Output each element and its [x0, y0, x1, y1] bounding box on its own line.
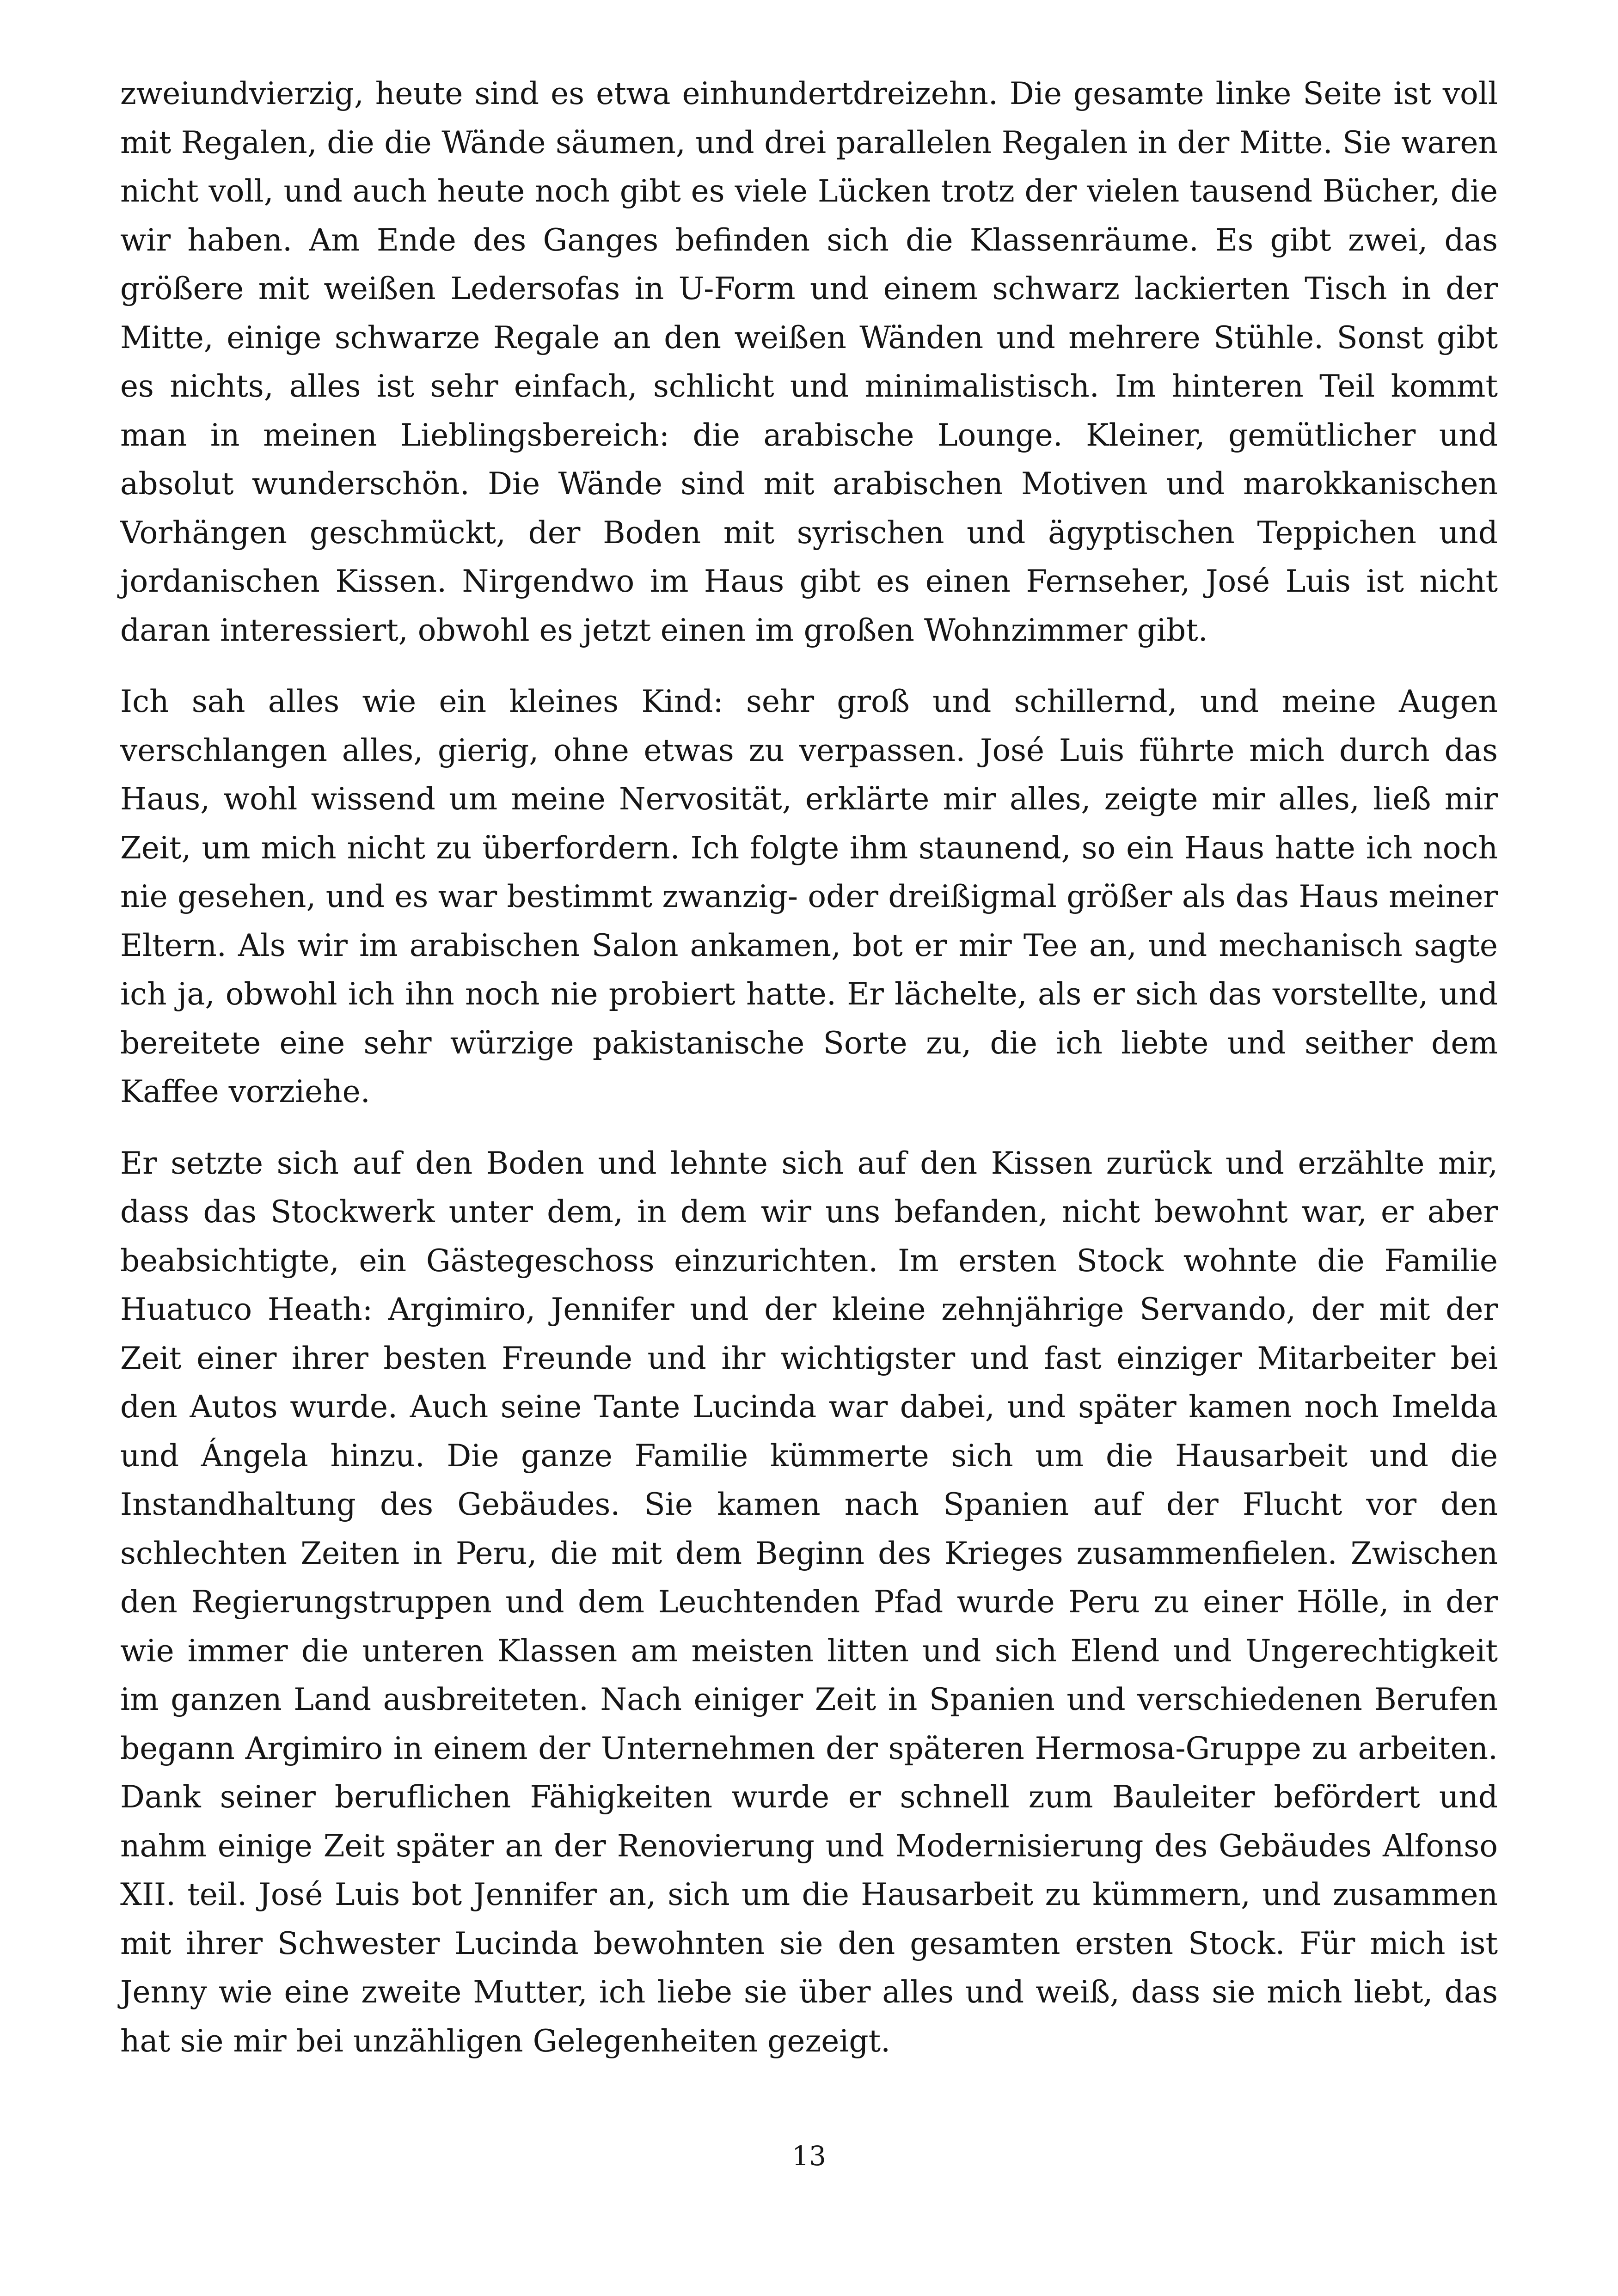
page-body: [120, 69, 1498, 2088]
page-number: 13: [792, 2140, 826, 2172]
paragraph-2: Ich sah alles wie ein kleines Kind: sehr groß und schillernd, und meine Augen verschlangen alles, gierig, ohne etwas zu verpassen. José Luis führte mich durch das Haus, wohl wissend um meine Nervosität, erklärte mir alles, zeigte mir alles, ließ mir Zeit, um mich nicht zu überfordern. Ich folgte ihm staunend, so ein Haus hatte ich noch nie gesehen, und es war bestimmt zwanzig- oder dreißigmal größer als das Haus meiner Eltern. Als wir im arabischen Salon ankamen, bot er mir Tee an, und mechanisch sagte ich ja, obwohl ich ihn noch nie probiert hatte. Er lächelte, als er sich das vorstellte, und bereitete eine sehr würzige pakistanische Sorte zu, die ich liebte und seither dem Kaffee vorziehe.: [120, 684, 1498, 1109]
paragraph-1: zweiundvierzig, heute sind es etwa einhundertdreizehn. Die gesamte linke Seite ist voll mit Regalen, die die Wände säumen, und drei parallelen Regalen in der Mitte. Sie waren nicht voll, und auch heute noch gibt es viele Lücken trotz der vielen tausend Bücher, die wir haben. Am Ende des Ganges befinden sich die Klassenräume. Es gibt zwei, das größere mit weißen Ledersofas in U-Form und einem schwarz lackierten Tisch in der Mitte, einige schwarze Regale an den weißen Wänden und mehrere Stühle. Sonst gibt es nichts, alles ist sehr einfach, schlicht und minimalistisch. Im hinteren Teil kommt man in meinen Lieblingsbereich: die arabische Lounge. Kleiner, gemütlicher und absolut wunderschön. Die Wände sind mit arabischen Motiven und marokkanischen Vorhängen geschmückt, der Boden mit syrischen und ägyptischen Teppichen und jordanischen Kissen. Nirgendwo im Haus gibt es einen Fernseher, José Luis ist nicht daran interessiert, obwohl es jetzt einen im großen Wohnzimmer gibt.: [120, 76, 1498, 648]
paragraph-3: Er setzte sich auf den Boden und lehnte sich auf den Kissen zurück und erzählte mir, dass das Stockwerk unter dem, in dem wir uns befanden, nicht bewohnt war, er aber beabsichtigte, ein Gästegeschoss einzurichten. Im ersten Stock wohnte die Familie Huatuco Heath: Argimiro, Jennifer und der kleine zehnjährige Servando, der mit der Zeit einer ihrer besten Freunde und ihr wichtigster und fast einziger Mitarbeiter bei den Autos wurde. Auch seine Tante Lucinda war dabei, und später kamen noch Imelda und Ángela hinzu. Die ganze Familie kümmerte sich um die Hausarbeit und die Instandhaltung des Gebäudes. Sie kamen nach Spanien auf der Flucht vor den schlechten Zeiten in Peru, die mit dem Beginn des Krieges zusammenfielen. Zwischen den Regierungstruppen und dem Leuchtenden Pfad wurde Peru zu einer Hölle, in der wie immer die unteren Klassen am meisten litten und sich Elend und Ungerechtigkeit im ganzen Land ausbreiteten. Nach einiger Zeit in Spanien und verschiedenen Berufen begann Argimiro in einem der Unternehmen der späteren Hermosa-Gruppe zu arbeiten. Dank seiner beruflichen Fähigkeiten wurde er schnell zum Bauleiter befördert und nahm einige Zeit später an der Renovierung und Modernisierung des Gebäudes Alfonso XII. teil. José Luis bot Jennifer an, sich um die Hausarbeit zu kümmern, und zusammen mit ihrer Schwester Lucinda bewohnten sie den gesamten ersten Stock. Für mich ist Jenny wie eine zweite Mutter, ich liebe sie über alles und weiß, dass sie mich liebt, das hat sie mir bei unzähligen Gelegenheiten gezeigt.: [120, 1145, 1498, 2059]
